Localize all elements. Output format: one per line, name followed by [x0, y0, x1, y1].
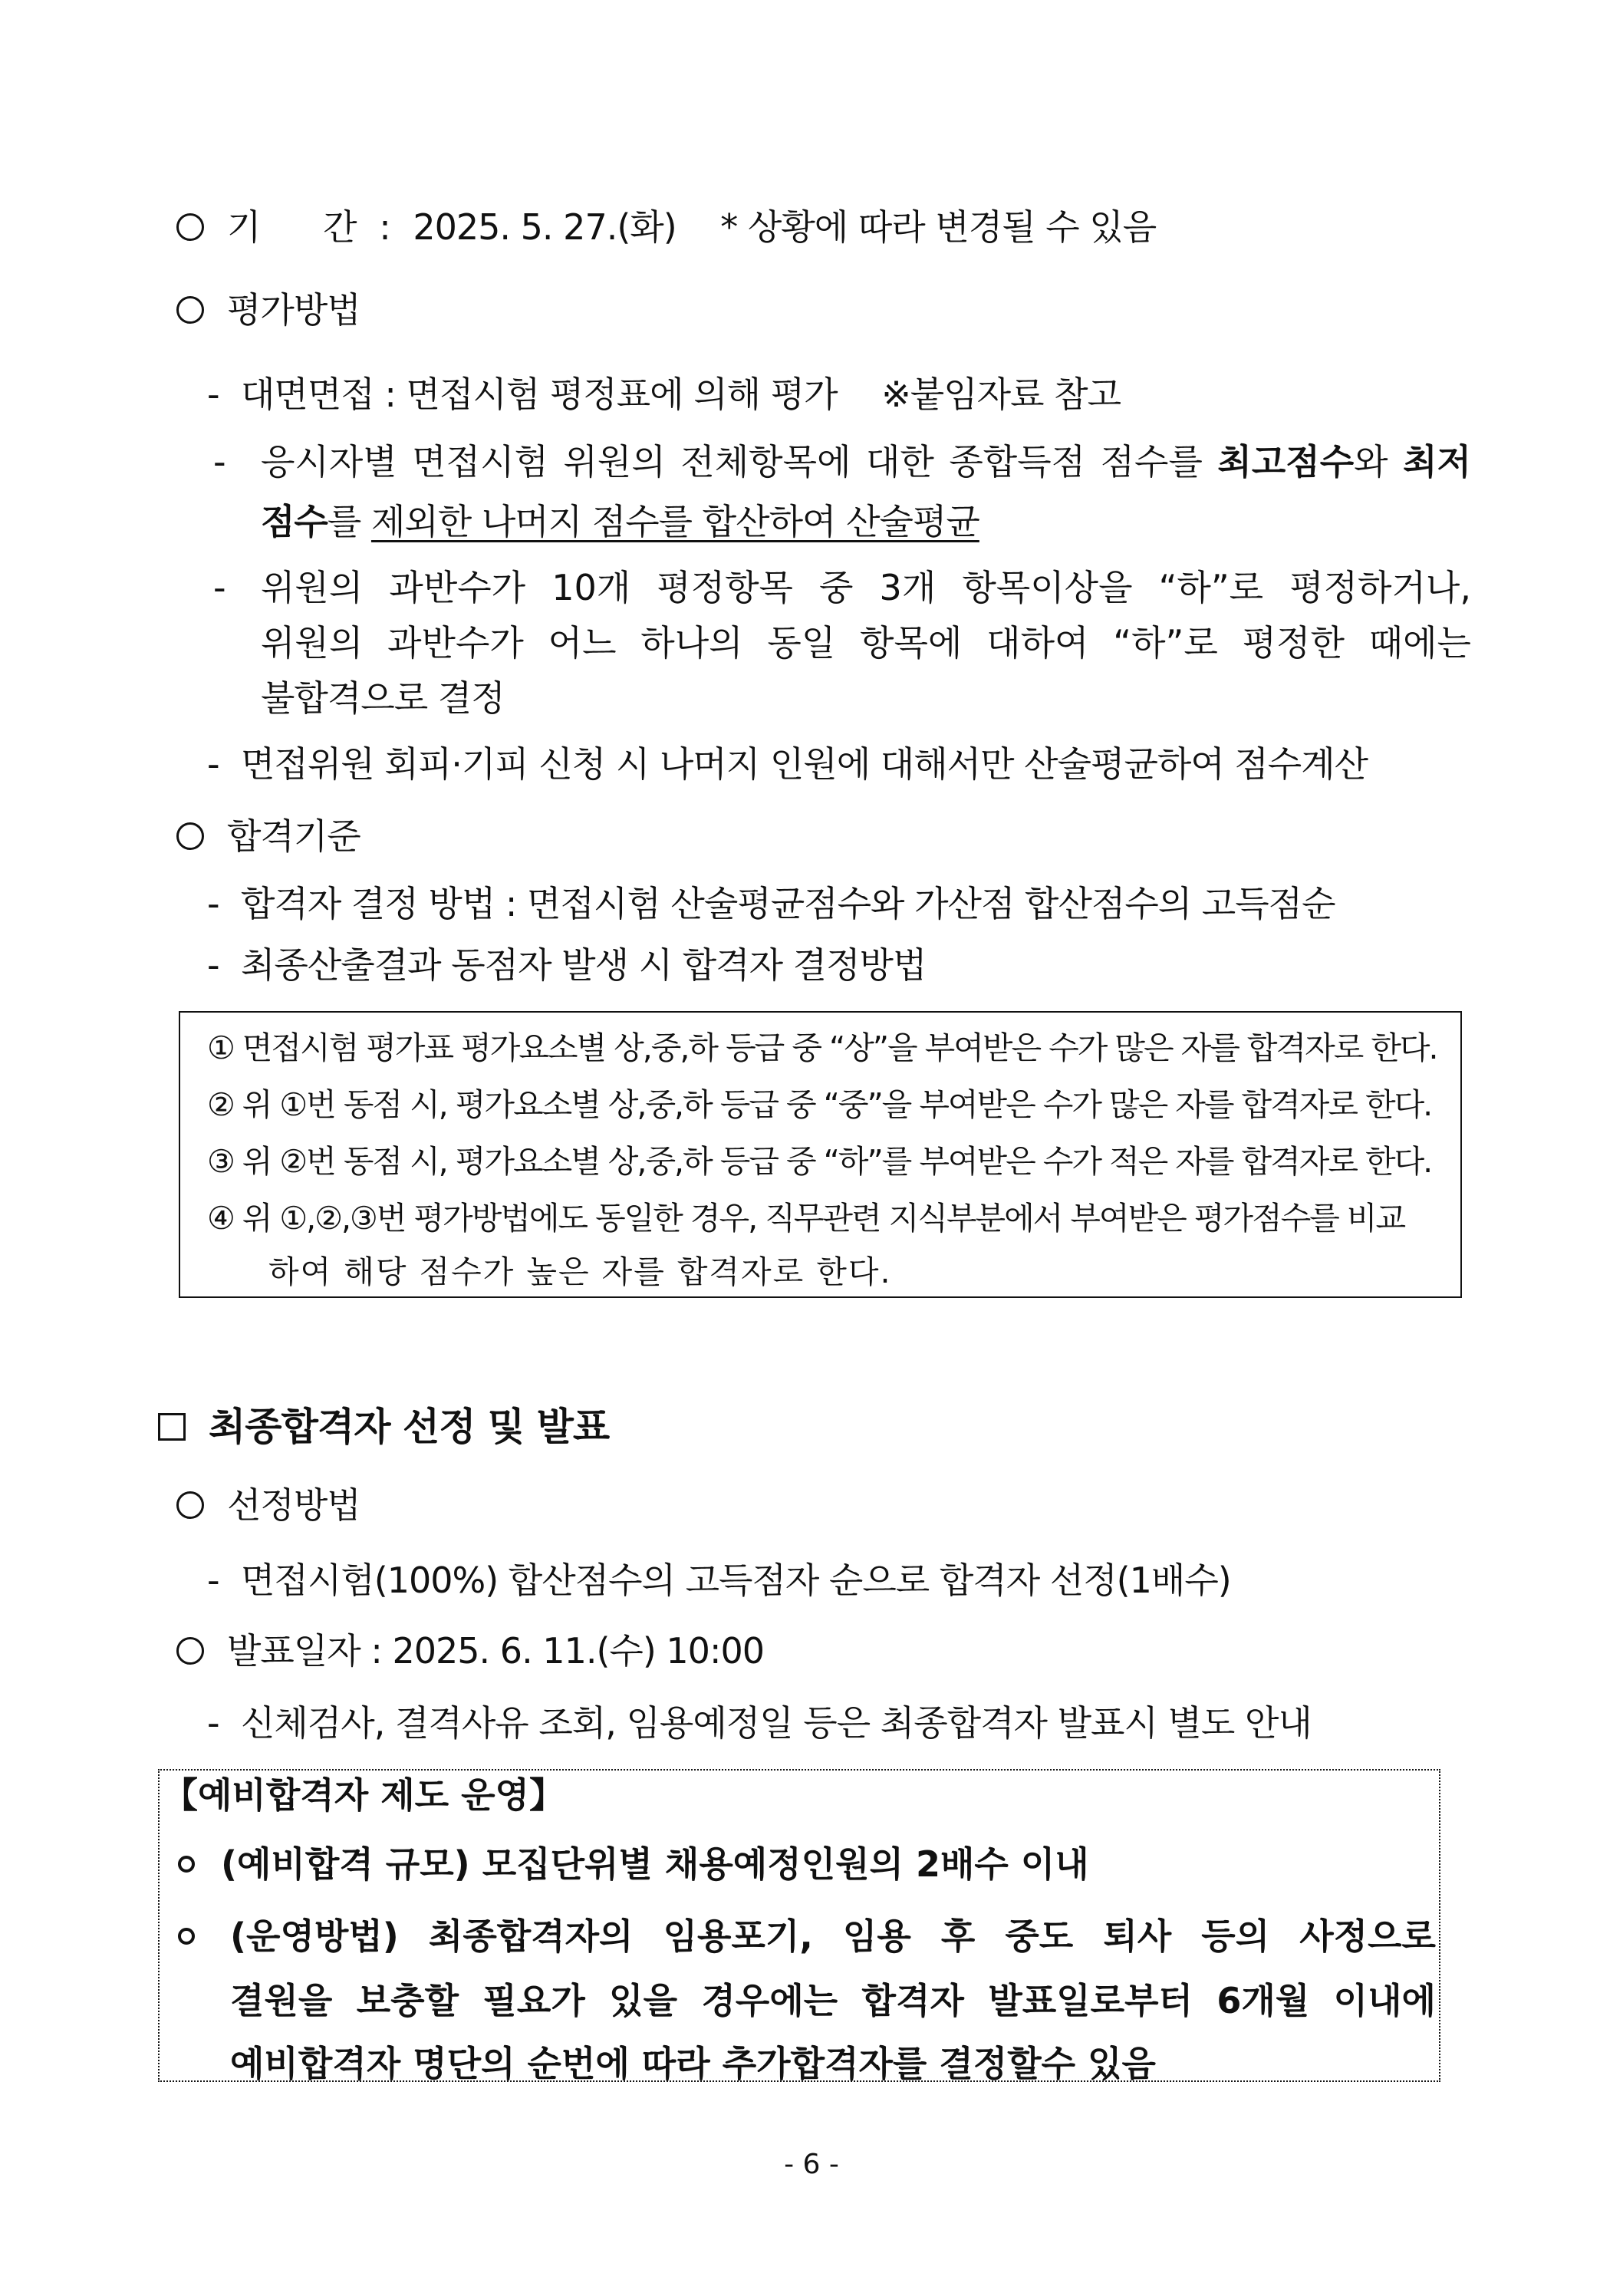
- evaluation-item-3-line3: 불합격으로 결정: [261, 677, 505, 719]
- evaluation-item-4: - 면접위원 회피·기피 신청 시 나머지 인원에 대해서만 산술평균하여 점수계산: [207, 741, 1368, 787]
- dash-bullet: -: [207, 374, 219, 415]
- dash-bullet: -: [207, 883, 219, 924]
- tie-rule-2: ② 위 ①번 동점 시, 평가요소별 상,중,하 등급 중 “중”을 부여받은 수가 많은 자를 합격자로 한다.: [207, 1086, 1432, 1123]
- square-bullet-icon: [158, 1413, 186, 1441]
- evaluation-item-2-line2: 점수를 제외한 나머지 점수를 합산하여 산술평균: [261, 501, 979, 542]
- reserve-box-title: 【예비합격자 제도 운영】: [163, 1774, 565, 1816]
- underlined-text: 제외한 나머지 점수를 합산하여 산술평균: [370, 501, 979, 542]
- pass-criteria-heading: 합격기준: [176, 813, 360, 859]
- pass-criteria-item-1: - 합격자 결정 방법 : 면접시험 산술평균점수와 가산점 합산점수의 고득점순: [207, 881, 1335, 927]
- tie-rule-4: ④ 위 ①,②,③번 평가방법에도 동일한 경우, 직무관련 지식부분에서 부여받은 평가점수를 비교: [207, 1200, 1405, 1237]
- reserve-item-2-line1: (운영방법) 최종합격자의 임용포기, 임용 후 중도 퇴사 등의 사정으로: [230, 1916, 1436, 1957]
- evaluation-item-3-line2: 위원의 과반수가 어느 하나의 동일 항목에 대하여 “하”로 평정한 때에는: [261, 622, 1471, 664]
- announcement-heading: 발표일자 : 2025. 6. 11.(수) 10:00: [176, 1628, 764, 1674]
- circle-bullet-icon: [176, 296, 204, 324]
- evaluation-method-heading: 평가방법: [176, 287, 360, 333]
- reserve-item-1: (예비합격 규모) 모집단위별 채용예정인원의 2배수 이내: [178, 1841, 1089, 1887]
- period-line: [176, 204, 1156, 250]
- page-number: - 6 -: [784, 2149, 839, 2180]
- reserve-item-2-line3: 예비합격자 명단의 순번에 따라 추가합격자를 결정할수 있음: [230, 2043, 1156, 2084]
- dash-bullet: -: [207, 1560, 219, 1601]
- selection-method-heading: 선정방법: [176, 1482, 360, 1528]
- tie-rule-3: ③ 위 ②번 동점 시, 평가요소별 상,중,하 등급 중 “하”를 부여받은 수가 적은 자를 합격자로 한다.: [207, 1143, 1432, 1180]
- reserve-item-2-bullet: [178, 1913, 221, 1959]
- evaluation-item-2-dash: -: [213, 441, 226, 483]
- period-label: 기 간: [227, 206, 357, 248]
- evaluation-item-1: - 대면면접 : 면접시험 평정표에 의해 평가 ※붙임자료 참고: [207, 371, 1121, 417]
- tie-rule-1: ① 면접시험 평가표 평가요소별 상,중,하 등급 중 “상”을 부여받은 수가 많은 자를 합격자로 한다.: [207, 1029, 1437, 1066]
- announcement-item: - 신체검사, 결격사유 조회, 임용예정일 등은 최종합격자 발표시 별도 안내: [207, 1700, 1312, 1746]
- dash-bullet: -: [207, 1702, 219, 1744]
- evaluation-item-3-line1: 위원의 과반수가 10개 평정항목 중 3개 항목이상을 “하”로 평정하거나,: [261, 567, 1471, 608]
- period-value: 2025. 5. 27.(화): [413, 206, 677, 248]
- period-separator: :: [379, 206, 390, 248]
- final-section-heading: 최종합격자 선정 및 발표: [158, 1404, 609, 1450]
- circle-bullet-icon: [176, 822, 204, 850]
- reserve-item-2-line2: 결원을 보충할 필요가 있을 경우에는 합격자 발표일로부터 6개월 이내에: [230, 1980, 1436, 2021]
- small-circle-bullet-icon: [178, 1928, 195, 1945]
- evaluation-item-2-line1: 응시자별 면접시험 위원의 전체항목에 대한 종합득점 점수를 최고점수와 최저: [261, 441, 1471, 483]
- evaluation-item-3-dash: -: [213, 567, 226, 608]
- circle-bullet-icon: [176, 213, 204, 241]
- circle-bullet-icon: [176, 1637, 204, 1665]
- dash-bullet: -: [207, 743, 219, 785]
- tie-rule-4-continuation: 하여 해당 점수가 높은 자를 합격자로 한다.: [268, 1253, 892, 1290]
- small-circle-bullet-icon: [178, 1856, 195, 1873]
- circle-bullet-icon: [176, 1491, 204, 1519]
- dash-bullet: -: [207, 944, 219, 986]
- period-note: * 상황에 따라 변경될 수 있음: [720, 206, 1157, 248]
- pass-criteria-item-2: - 최종산출결과 동점자 발생 시 합격자 결정방법: [207, 942, 926, 988]
- selection-method-item: - 면접시험(100%) 합산점수의 고득점자 순으로 합격자 선정(1배수): [207, 1557, 1231, 1603]
